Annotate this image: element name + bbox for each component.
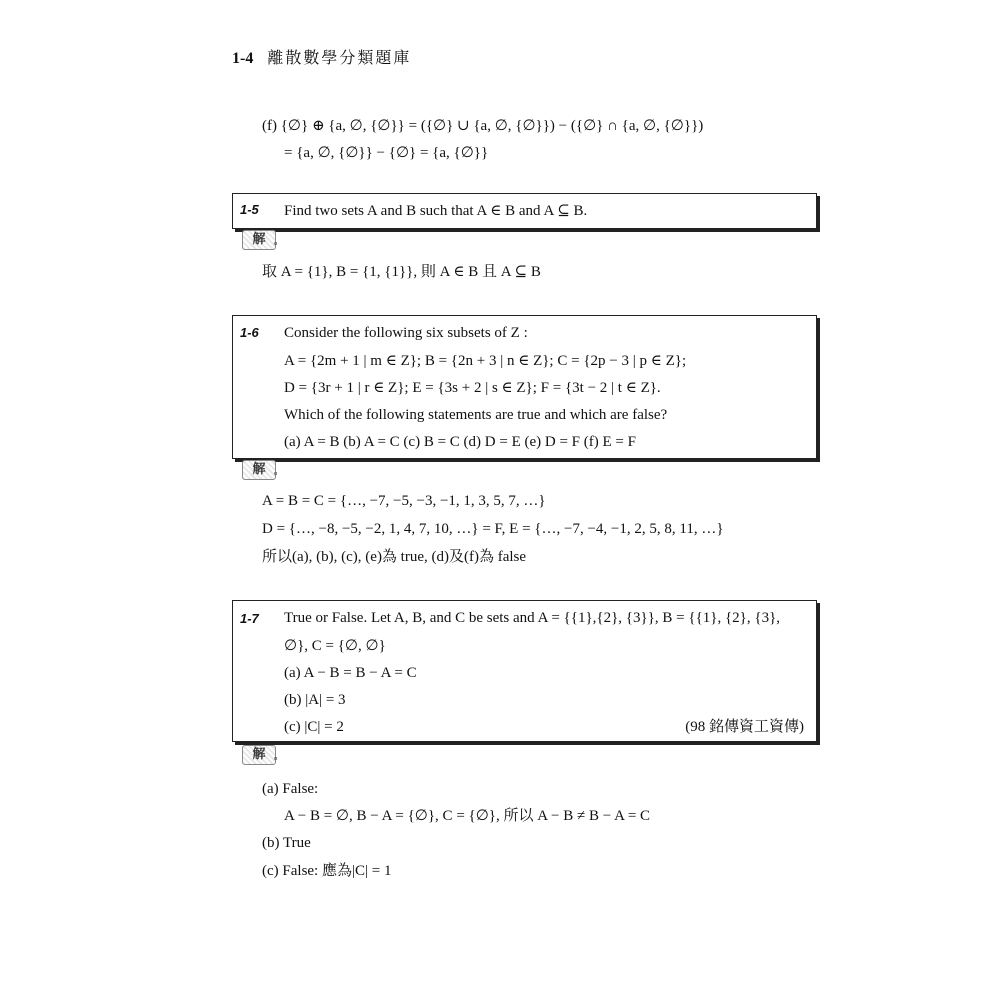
question-number: 1-7	[240, 611, 259, 626]
question-line-2: A = {2m + 1 | m ∈ Z}; B = {2n + 3 | n ∈ Z}; C = {2p − 3 | p ∈ Z};	[284, 353, 687, 369]
question-line-4: Which of the following statements are true and which are false?	[284, 407, 668, 423]
question-line-1: True or False. Let A, B, and C be sets and A = {{1},{2}, {3}}, B = {{1}, {2}, {3},	[284, 610, 781, 626]
page-number: 1-4	[232, 50, 254, 67]
question-source: (98 銘傳資工資傳)	[685, 719, 804, 735]
answer-1-6-line-3: 所以(a), (b), (c), (e)為 true, (d)及(f)為 false	[262, 549, 527, 565]
question-line-2: ∅}, C = {∅, ∅}	[284, 638, 386, 654]
prev-answer-line-1: (f) {∅} ⊕ {a, ∅, {∅}} = ({∅} ∪ {a, ∅, {∅}}) − ({∅} ∩ {a, ∅, {∅}})	[262, 118, 704, 134]
solution-icon: 解 。	[242, 460, 276, 480]
answer-1-6-line-2: D = {…, −8, −5, −2, 1, 4, 7, 10, …} = F, E = {…, −7, −4, −1, 2, 5, 8, 11, …}	[262, 521, 724, 537]
question-text: Find two sets A and B such that A ∈ B and A ⊆ B.	[284, 203, 588, 219]
prev-answer-line-2: = {a, ∅, {∅}} − {∅} = {a, {∅}}	[284, 145, 489, 161]
question-line-4: (b) |A| = 3	[284, 692, 346, 708]
question-number: 1-6	[240, 325, 259, 340]
question-line-5: (c) |C| = 2	[284, 719, 344, 735]
answer-1-6-line-1: A = B = C = {…, −7, −5, −3, −1, 1, 3, 5, 7, …}	[262, 493, 546, 509]
question-line-3: (a) A − B = B − A = C	[284, 665, 417, 681]
question-line-5: (a) A = B (b) A = C (c) B = C (d) D = E (e) D = F (f) E = F	[284, 434, 636, 450]
question-box-1-6	[232, 315, 817, 459]
answer-1-7-line-1: (a) False:	[262, 781, 319, 797]
question-box-1-7	[232, 600, 817, 742]
question-number: 1-5	[240, 202, 259, 217]
answer-1-5: 取 A = {1}, B = {1, {1}}, 則 A ∈ B 且 A ⊆ B	[262, 264, 541, 280]
book-title: 離散數學分類題庫	[267, 50, 412, 67]
answer-1-7-line-2: A − B = ∅, B − A = {∅}, C = {∅}, 所以 A − B ≠ B − A = C	[284, 808, 651, 824]
page-header	[232, 49, 411, 69]
answer-1-7-line-4: (c) False: 應為|C| = 1	[262, 863, 392, 879]
question-line-1: Consider the following six subsets of Z :	[284, 325, 528, 341]
solution-icon: 解 。	[242, 230, 276, 250]
question-box-1-5	[232, 193, 817, 229]
question-line-3: D = {3r + 1 | r ∈ Z}; E = {3s + 2 | s ∈ Z}; F = {3t − 2 | t ∈ Z}.	[284, 380, 661, 396]
solution-icon: 解 。	[242, 745, 276, 765]
answer-1-7-line-3: (b) True	[262, 835, 311, 851]
